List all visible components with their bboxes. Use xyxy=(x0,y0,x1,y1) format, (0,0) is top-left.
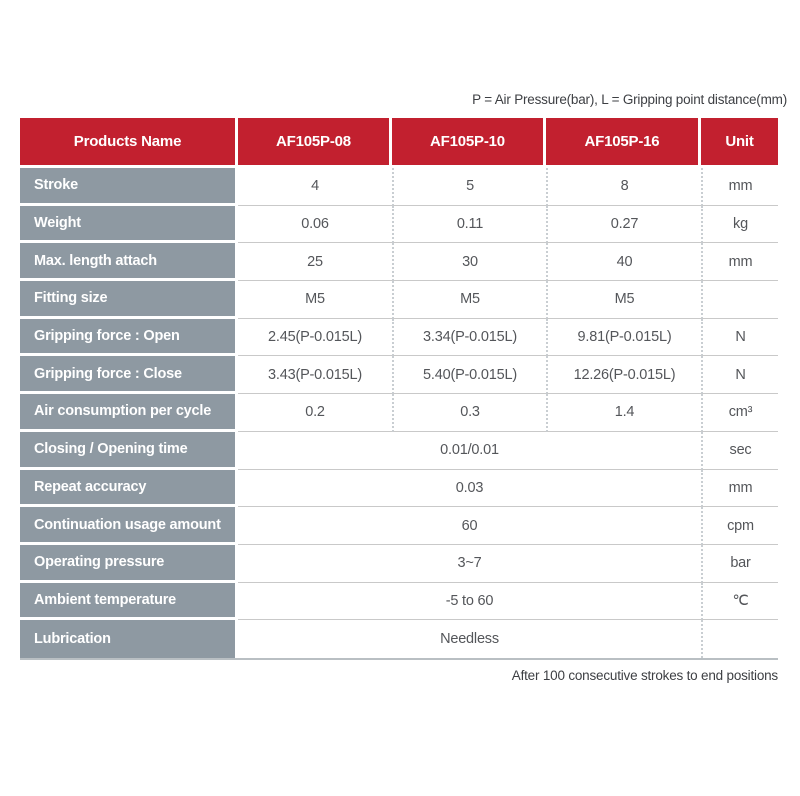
row-label-cell: Operating pressure xyxy=(20,545,238,583)
header-cell-af105p-16: AF105P-16 xyxy=(546,118,701,168)
unit-cell: sec xyxy=(701,432,778,470)
value-cell: M5 xyxy=(392,281,546,319)
row-label-cell: Closing / Opening time xyxy=(20,432,238,470)
unit-cell: bar xyxy=(701,545,778,583)
value-cell: 2.45(P-0.015L) xyxy=(238,319,392,357)
merged-value-cell: Needless xyxy=(238,620,701,658)
value-cell: M5 xyxy=(238,281,392,319)
merged-value-cell: 60 xyxy=(238,507,701,545)
unit-cell: mm xyxy=(701,243,778,281)
row-label-cell: Ambient temperature xyxy=(20,583,238,621)
value-cell: 25 xyxy=(238,243,392,281)
row-label-cell: Lubrication xyxy=(20,620,238,658)
value-cell: 12.26(P-0.015L) xyxy=(546,356,701,394)
value-cell: 40 xyxy=(546,243,701,281)
merged-value-cell: 0.03 xyxy=(238,470,701,508)
value-cell: M5 xyxy=(546,281,701,319)
unit-cell: ℃ xyxy=(701,583,778,621)
value-cell: 9.81(P-0.015L) xyxy=(546,319,701,357)
value-cell: 8 xyxy=(546,168,701,206)
unit-cell: mm xyxy=(701,168,778,206)
value-cell: 5.40(P-0.015L) xyxy=(392,356,546,394)
unit-cell: cm³ xyxy=(701,394,778,432)
row-label-cell: Gripping force : Close xyxy=(20,356,238,394)
value-cell: 0.11 xyxy=(392,206,546,244)
unit-cell: cpm xyxy=(701,507,778,545)
row-label-cell: Stroke xyxy=(20,168,238,206)
unit-cell: kg xyxy=(701,206,778,244)
value-cell: 4 xyxy=(238,168,392,206)
unit-cell: N xyxy=(701,356,778,394)
unit-cell xyxy=(701,281,778,319)
header-cell-af105p-08: AF105P-08 xyxy=(238,118,392,168)
value-cell: 5 xyxy=(392,168,546,206)
value-cell: 0.2 xyxy=(238,394,392,432)
row-label-cell: Max. length attach xyxy=(20,243,238,281)
unit-cell: mm xyxy=(701,470,778,508)
value-cell: 30 xyxy=(392,243,546,281)
merged-value-cell: -5 to 60 xyxy=(238,583,701,621)
value-cell: 3.34(P-0.015L) xyxy=(392,319,546,357)
unit-cell: N xyxy=(701,319,778,357)
header-cell-products-name: Products Name xyxy=(20,118,238,168)
row-label-cell: Fitting size xyxy=(20,281,238,319)
footnote: After 100 consecutive strokes to end positions xyxy=(511,668,778,683)
row-label-cell: Weight xyxy=(20,206,238,244)
table-bottom-border xyxy=(20,658,778,660)
header-cell-af105p-10: AF105P-10 xyxy=(392,118,546,168)
value-cell: 3.43(P-0.015L) xyxy=(238,356,392,394)
value-cell: 0.06 xyxy=(238,206,392,244)
row-label-cell: Gripping force : Open xyxy=(20,319,238,357)
merged-value-cell: 3~7 xyxy=(238,545,701,583)
row-label-cell: Air consumption per cycle xyxy=(20,394,238,432)
value-cell: 0.3 xyxy=(392,394,546,432)
formula-note: P = Air Pressure(bar), L = Gripping point distance(mm) xyxy=(472,92,787,107)
header-cell-unit: Unit xyxy=(701,118,778,168)
row-label-cell: Repeat accuracy xyxy=(20,470,238,508)
value-cell: 1.4 xyxy=(546,394,701,432)
row-label-cell: Continuation usage amount xyxy=(20,507,238,545)
merged-value-cell: 0.01/0.01 xyxy=(238,432,701,470)
value-cell: 0.27 xyxy=(546,206,701,244)
spec-table xyxy=(20,118,778,658)
unit-cell xyxy=(701,620,778,658)
